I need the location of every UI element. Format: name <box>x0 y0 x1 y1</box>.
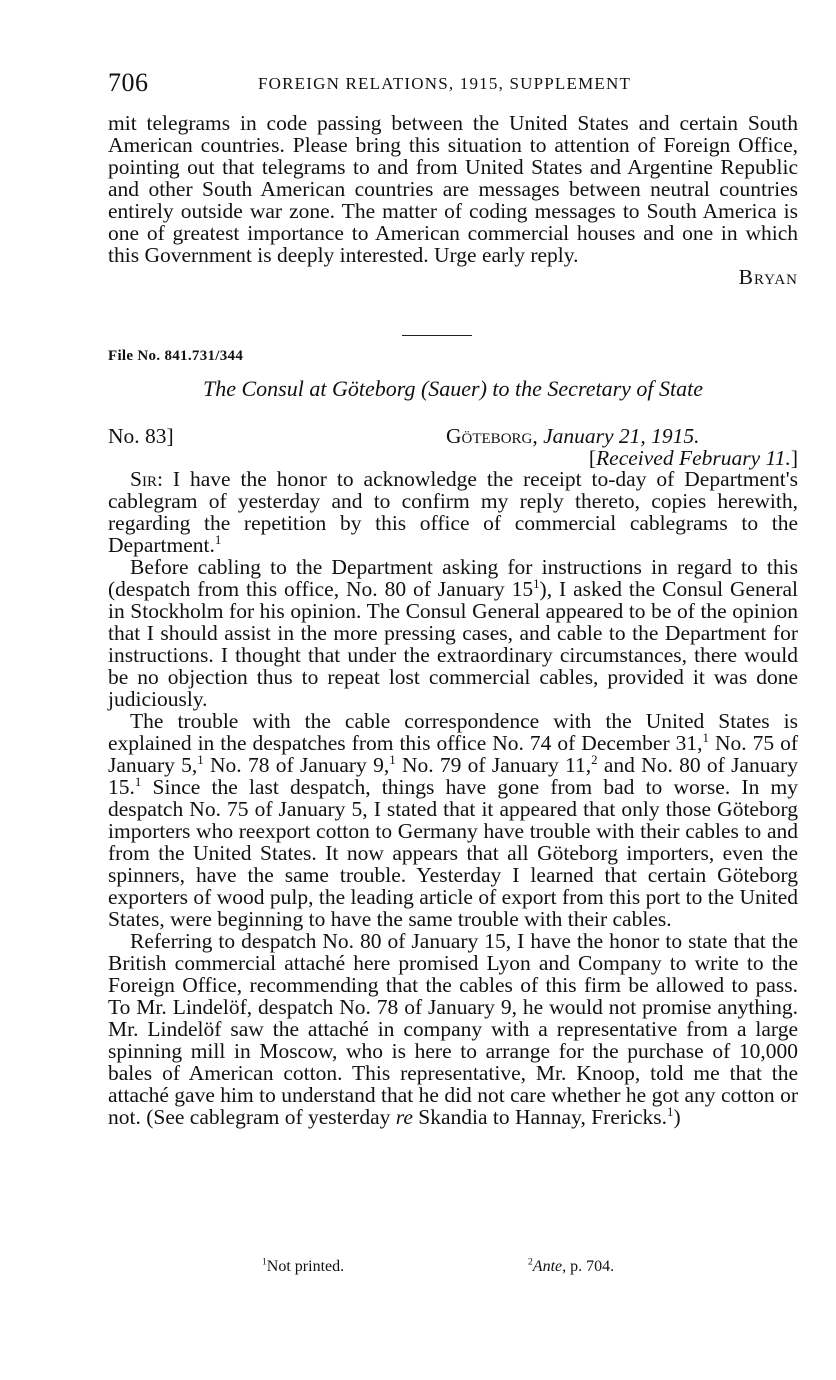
footnote-ref: 2 <box>591 752 598 767</box>
paragraph-2-text-b: ), I asked the Consul General in Stockholm for his opinion. The Consul General appeared to be of the opinion that I should assist in the more pressing cases, and cable to the Department for instructions. I thought that under the extraordinary circumstances, there would be no objection thus to repeat lost commercial cables, provided it was done judiciously. <box>108 577 798 711</box>
paragraph-3 <box>108 710 798 930</box>
paragraph-4-text-c: ) <box>673 1105 681 1129</box>
paragraph-2 <box>108 556 798 710</box>
footnote-2-ante: Ante <box>532 1258 563 1275</box>
section-divider <box>402 335 472 336</box>
footnote-mark: 2 <box>528 1256 533 1268</box>
running-head: FOREIGN RELATIONS, 1915, SUPPLEMENT <box>258 74 632 93</box>
paragraph-3-text-a: The trouble with the cable correspondence with the United States is explained in the despatches from this office No. 74 of December 31, <box>108 709 798 755</box>
footnote-1-text: Not printed. <box>266 1258 345 1275</box>
received-open: [ <box>588 446 597 470</box>
paragraph-3-text-d: No. 79 of January 11, <box>395 753 592 777</box>
footnote-ref: 1 <box>134 774 142 789</box>
document-title: The Consul at Göteborg (Sauer) to the Secretary of State <box>202 376 704 401</box>
letter-body <box>108 468 798 1128</box>
dateline-date: January 21, 1915. <box>543 424 700 448</box>
signature: Bryan <box>738 265 798 289</box>
footnote-ref: 1 <box>389 752 396 767</box>
paragraph-4 <box>108 930 798 1128</box>
paragraph-3-text-e: and No. 80 of January 15. <box>108 753 798 799</box>
page-number: 706 <box>108 68 149 97</box>
received-date: Received February 11. <box>596 446 791 470</box>
footnote-2 <box>528 1258 614 1276</box>
paragraph-4-re: re <box>395 1105 413 1129</box>
footnote-ref: 1 <box>667 1104 674 1119</box>
paragraph-4-text-a: Referring to despatch No. 80 of January 15, I have the honor to state that the British commercial attaché here promised Lyon and Company to write to the Foreign Office, recommending that the cables of this firm be allowed to pass. To Mr. Lindelöf, despatch No. 78 of January 9, he would not promise anything. Mr. Lindelöf saw the attaché in company with a representative from a large spinning mill in Moscow, who is here to arrange for the purchase of 10,000 bales of American cotton. This representative, Mr. Knoop, told me that the attaché gave him to understand that he did not care whether he got any cotton or not. (See cablegram of yesterday <box>108 929 798 1129</box>
footnote-1 <box>262 1258 344 1276</box>
continuation-paragraph: mit telegrams in code passing between the United States and certain South American countries. Please bring this situation to attention of Foreign Office, pointing out that telegrams to and from United States and Argentine Republic and other South American countries are messages between neutral countries entirely outside war zone. The matter of coding messages to South America is one of greatest importance to American commercial houses and one in which this Government is deeply interested. Urge early reply. <box>108 111 798 267</box>
paragraph-3-text-f: Since the last despatch, things have gone from bad to worse. In my despatch No. 75 of January 5, I stated that it appeared that only those Göteborg importers who reexport cotton to Germany have trouble with their cables to and from the United States. It now appears that all Göteborg importers, even the spinners, have the same trouble. Yesterday I learned that certain Göteborg exporters of wood pulp, the leading article of export from this port to the United States, were beginning to have the same trouble with their cables. <box>108 775 798 931</box>
footnote-ref: 1 <box>197 752 204 767</box>
continuation-block <box>108 112 798 288</box>
footnote-2-text: , p. 704. <box>562 1258 615 1275</box>
footnote-ref: 1 <box>702 730 709 745</box>
dateline-place: Göteborg, <box>446 424 538 448</box>
paragraph-3-text-b: No. 75 of January 5, <box>108 731 798 777</box>
paragraph-4-text-b: Skandia to Hannay, Frericks. <box>412 1105 668 1129</box>
footnote-ref: 1 <box>214 532 222 547</box>
footnote-mark: 1 <box>262 1256 267 1268</box>
file-number: File No. 841.731/344 <box>108 348 244 364</box>
paragraph-1-text: : I have the honor to acknowledge the receipt to-day of Department's cablegram of yesterday and to confirm my reply thereto, copies herewith, regarding the repetition by this office of commercial cablegrams to the Department. <box>108 467 798 557</box>
salutation: Sir <box>130 467 157 491</box>
paragraph-1 <box>108 468 798 556</box>
paragraph-2-text-a: Before cabling to the Department asking for instructions in regard to this (despatch from this office, No. 80 of January 15 <box>108 555 798 601</box>
page-header <box>108 68 798 100</box>
footnote-ref: 1 <box>533 576 540 591</box>
document-number: No. 83] <box>108 424 174 448</box>
paragraph-3-text-c: No. 78 of January 9, <box>203 753 390 777</box>
received-close: ] <box>790 446 798 470</box>
